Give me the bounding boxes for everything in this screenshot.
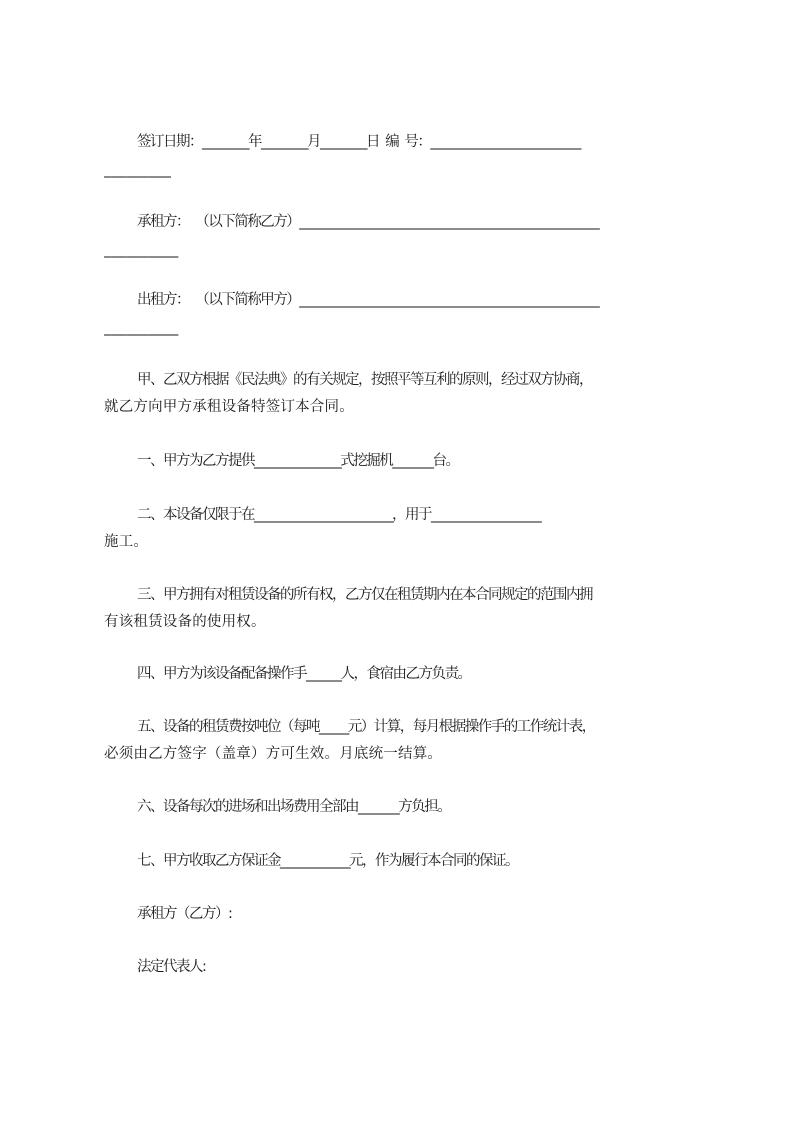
sign-date-line-continuation: _________ (104, 162, 172, 178)
clause-2-line1: 二、本设备仅限于在________________________，用于___________________ (137, 507, 541, 523)
intro-paragraph-line2: 就乙方向甲方承租设备特签订本合同。 (104, 399, 354, 415)
clause-3-line1: 三、甲方拥有对租赁设备的所有权，乙方仅在租赁期内在本合同规定的范围内拥 (137, 587, 592, 603)
lessee-party-line-continuation: __________ (104, 242, 179, 258)
clause-7: 七、甲方收取乙方保证金____________元，作为履行本合同的保证。 (137, 853, 518, 869)
clause-1: 一、甲方为乙方提供_______________式挖掘机_______台。 (137, 453, 459, 469)
lessee-party-line: 承租方： （以下简称乙方）____________________________________________________ (137, 214, 599, 230)
sign-date-line: 签订日期：________年________月________日 编 号：__________________________ (137, 134, 580, 150)
clause-5-line2: 必须由乙方签字（盖章）方可生效。月底统一结算。 (104, 746, 443, 762)
intro-paragraph-line1: 甲、乙双方根据《民法典》的有关规定，按照平等互利的原则，经过双方协商， (137, 372, 592, 388)
legal-representative-label: 法定代表人: (137, 959, 206, 975)
clause-6: 六、设备每次的进场和出场费用全部由_______方负担。 (137, 799, 451, 815)
lessee-signature-label: 承租方（乙方）: (137, 906, 232, 922)
clause-4: 四、甲方为该设备配备操作手______人，食宿由乙方负责。 (137, 666, 471, 682)
clause-5-line1: 五、设备的租赁费按吨位（每吨_____元）计算，每月根据操作手的工作统计表， (137, 719, 595, 735)
lessor-party-line: 出租方： （以下简称甲方）____________________________________________________ (137, 292, 599, 308)
lessor-party-line-continuation: __________ (104, 320, 179, 336)
clause-3-line2: 有该租赁设备的使用权。 (104, 614, 266, 630)
clause-2-line2: 施工。 (104, 534, 149, 550)
